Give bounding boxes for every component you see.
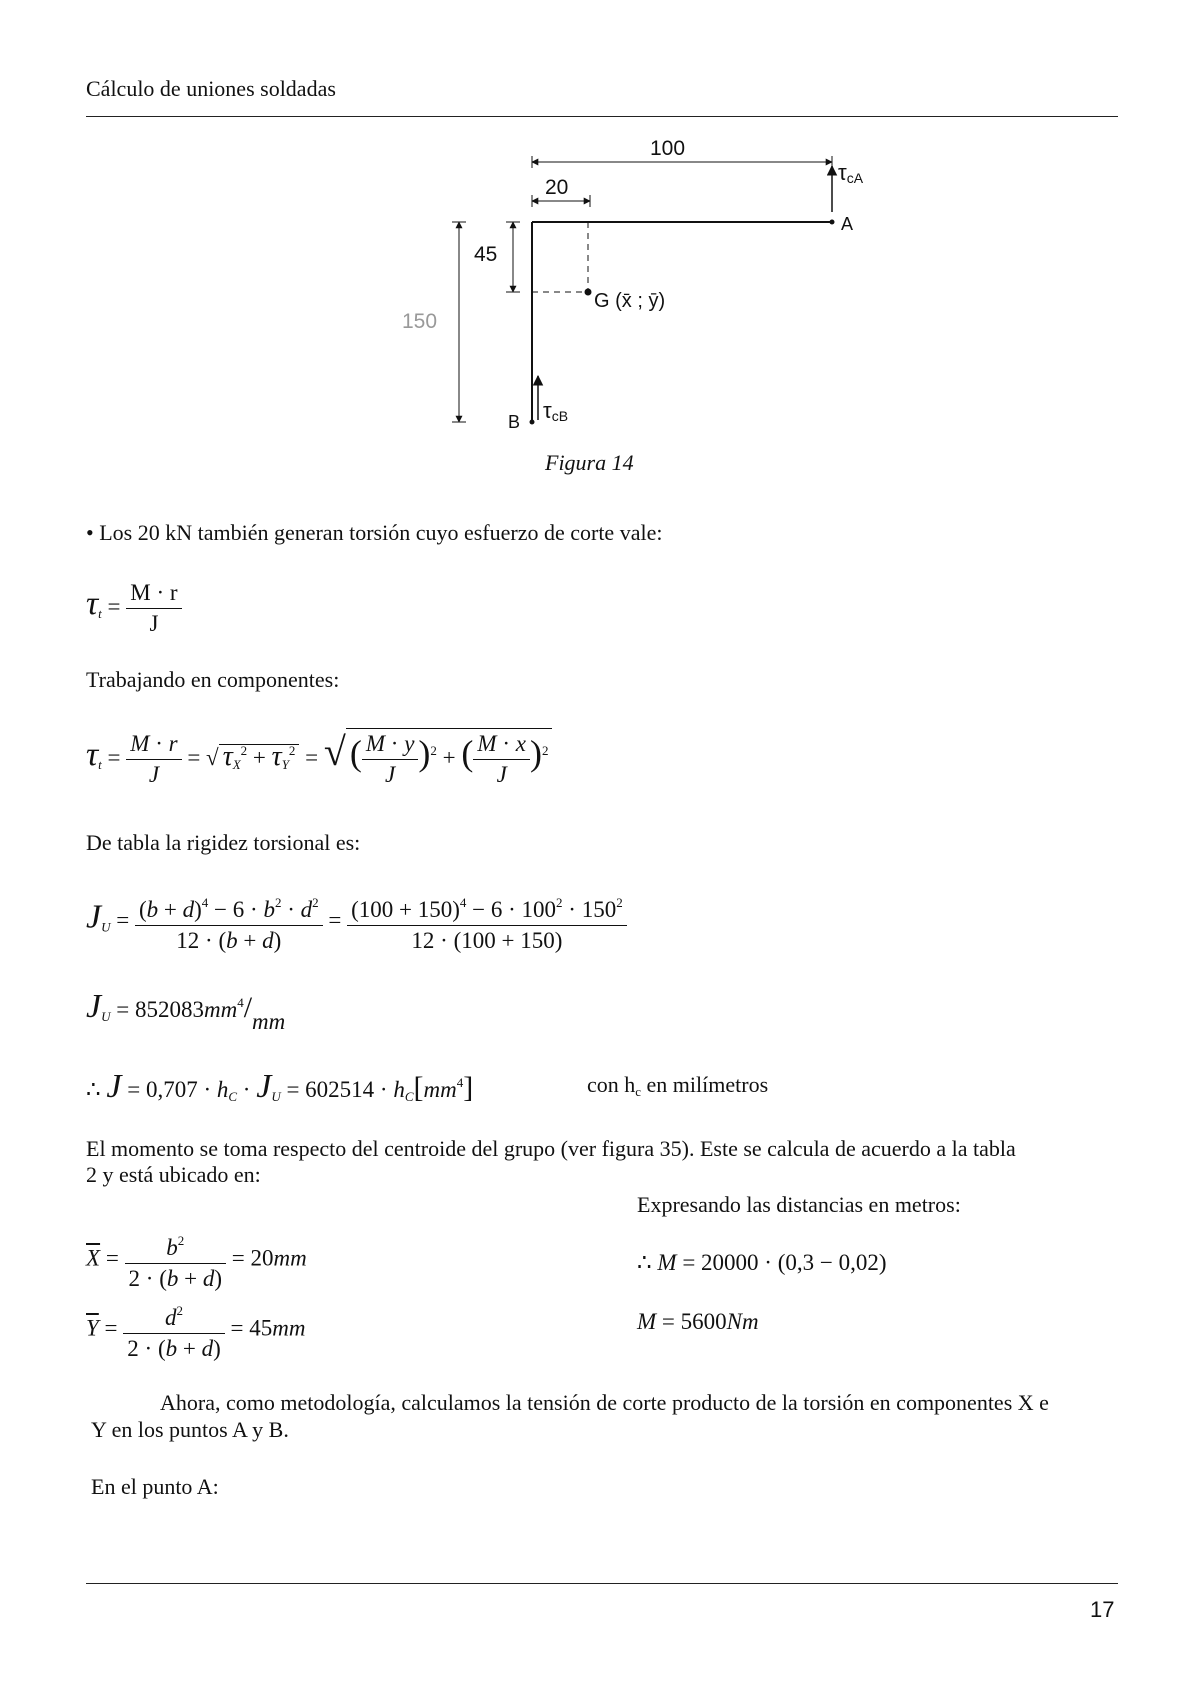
bullet-paragraph: • Los 20 kN también generan torsión cuyo esfuerzo de corte vale: — [86, 520, 663, 545]
table-paragraph: De tabla la rigidez torsional es: — [86, 830, 361, 855]
tau-ca-label: τcA — [838, 160, 864, 186]
point-b-label: B — [508, 412, 521, 432]
centroid-paragraph-line1: El momento se toma respecto del centroide del grupo (ver figura 35). Este se calcula de acuerdo a la tabla — [86, 1136, 1016, 1161]
equation-j-result: ∴ $J = 0,707 \cdot h_C \cdot J_U = 602514 \cdot h_C[mm^4]$ — [86, 1068, 474, 1105]
equation-y-bar: $\overline{Y}$ = $\frac{d^2}{2 \cdot (b + d)}$ = 45mm — [86, 1296, 305, 1364]
page-header-title: Cálculo de uniones soldadas — [86, 76, 336, 101]
centroid-paragraph-line2: 2 y está ubicado en: — [86, 1162, 261, 1187]
dim-150-label: 150 — [402, 310, 438, 333]
hc-note: con $h_c$ en milímetros — [587, 1072, 769, 1099]
equation-moment-result: M = 5600Nm — [637, 1309, 759, 1334]
dim-20-label: 20 — [545, 176, 569, 199]
dim-45-label: 45 — [474, 243, 498, 266]
point-a-label: A — [841, 214, 854, 234]
point-b-dot — [530, 420, 535, 425]
point-a-dot — [830, 220, 835, 225]
header-rule — [86, 116, 1118, 117]
equation-x-bar: $\overline{X}$ = $\frac{b^2}{2 \cdot (b + d)}$ = 20mm — [86, 1226, 307, 1294]
page-number: 17 — [1090, 1597, 1115, 1622]
eq1-numerator: M · r — [126, 578, 181, 609]
components-paragraph: Trabajando en componentes: — [86, 667, 340, 692]
centroid-label: G (x̄ ; ȳ) — [594, 290, 666, 312]
eq1-denominator: J — [149, 611, 159, 636]
tau-cb-label: τcB — [543, 398, 569, 424]
equation-tau-t: $\tau_t$ = $\frac{M \cdot r}{J}$ — [86, 578, 182, 639]
figure-14-diagram — [380, 130, 900, 460]
equation-tau-components: $\tau_t$ = $\frac{M \cdot r}{J}$ = √ $\tau_X^2 + \tau_Y^2$ = √ ( $\frac{M \cdot y}{J}$ )$^2$ + ( $\frac{M \cdot x}{J}$ )$^2$ — [86, 728, 552, 790]
methodology-paragraph-line1: Ahora, como metodología, calculamos la tensión de corte producto de la torsión en componentes X e — [160, 1390, 1049, 1415]
equation-ju-formula: $J_U$ = $\frac{(b + d)^4 - 6 \cdot b^2 \cdot d^2}{12 \cdot (b + d)}$ = $\frac{(100 + 150)^4 - 6 \cdot 100^2 \cdot 150^2}{12 \cdot (100 + 150)}$ — [86, 888, 627, 956]
methodology-paragraph-line2: Y en los puntos A y B. — [91, 1417, 289, 1442]
equation-moment: ∴ M = 20000 · (0,3 − 0,02) — [637, 1250, 887, 1275]
centroid-point — [585, 289, 592, 296]
point-a-paragraph: En el punto A: — [91, 1474, 219, 1499]
figure-caption: Figura 14 — [545, 450, 634, 475]
distances-paragraph: Expresando las distancias en metros: — [637, 1192, 961, 1217]
equation-ju-result: $J_U = 852083mm^4/mm$ — [86, 988, 286, 1034]
dim-100-label: 100 — [650, 137, 686, 160]
footer-rule — [86, 1583, 1118, 1584]
